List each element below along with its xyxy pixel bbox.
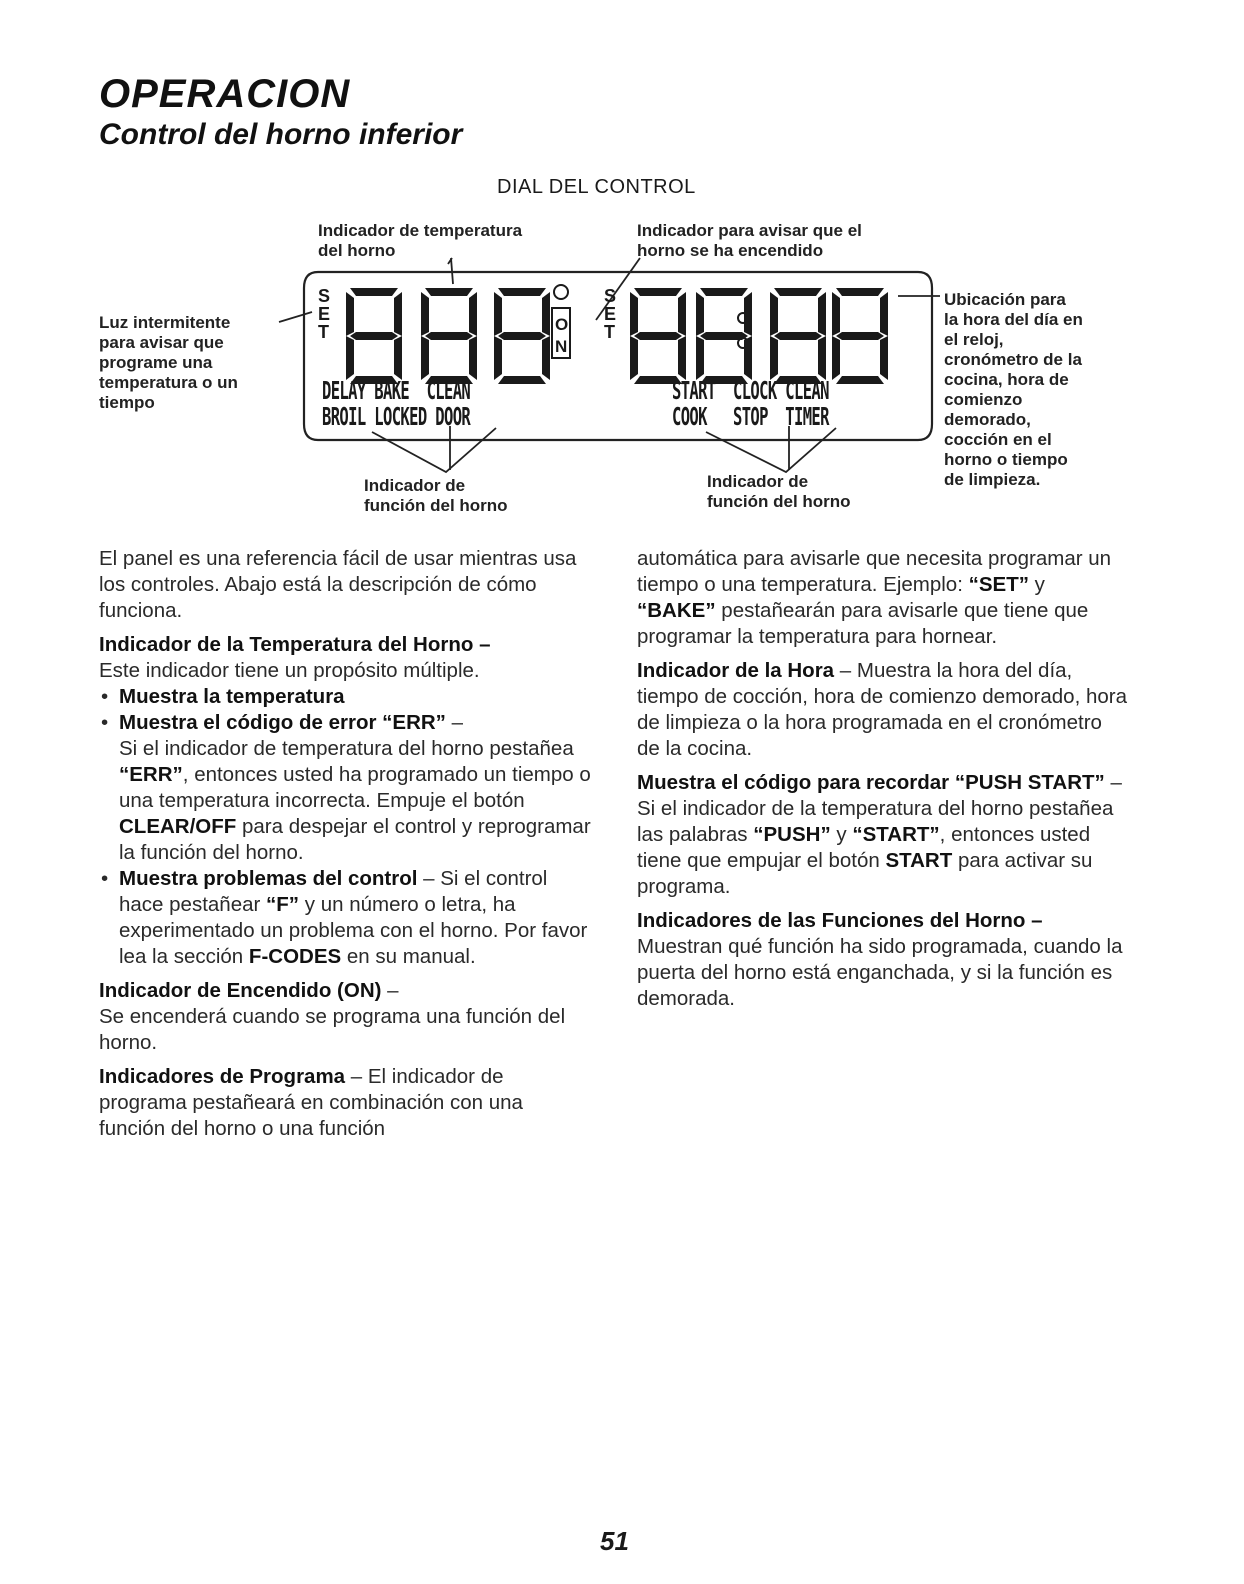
function-words-left-top — [322, 376, 470, 405]
diagram-title: DIAL DEL CONTROL — [497, 176, 696, 198]
set-letter: E — [318, 304, 331, 324]
temp-digit — [421, 288, 477, 384]
list-item: • Muestra la temperatura — [99, 684, 591, 710]
push-start-paragraph: Muestra el código para recordar “PUSH START” – Si el indicador de la temperatura del horno pestañea las palabras “PUSH” y “START”, entonces usted tiene que empujar el botón START para activar su programa. — [637, 771, 1122, 898]
functions-paragraph: Indicadores de las Funciones del Horno – Muestran qué función ha sido programada, cuando la puerta del horno está enganchada, y si la función es demorada. — [637, 909, 1123, 1010]
word-cook: COOK — [672, 402, 707, 431]
label-temp-indicator: Indicador de temperatura del horno — [318, 221, 523, 260]
set-indicator-left — [318, 286, 330, 342]
label-function-left: Indicador de función del horno — [364, 476, 508, 515]
word-broil: BROIL — [322, 402, 366, 431]
label-on-indicator: Indicador para avisar que el horno se ha encendido — [637, 221, 862, 260]
set-letter: T — [604, 322, 615, 342]
program-paragraph: Indicadores de Programa – El indicador de programa pestañeará en combinación con una función del horno o una función — [99, 1065, 523, 1140]
set-letter: S — [318, 286, 331, 306]
page-number: 51 — [600, 1526, 629, 1556]
on-letter: O — [555, 315, 569, 334]
set-indicator-right — [604, 286, 616, 342]
set-letter: S — [604, 286, 617, 306]
word-delay: DELAY — [322, 376, 366, 405]
left-column — [99, 546, 591, 1150]
function-words-left-bottom — [322, 402, 470, 431]
continued-paragraph: automática para avisarle que necesita programar un tiempo o una temperatura. Ejemplo: “SET” y “BAKE” pestañearán para avisarle que tiene que programar la temperatura para hornear. — [637, 547, 1112, 648]
on-indicator — [552, 308, 570, 358]
right-column — [637, 546, 1129, 1020]
page-subtitle: Control del horno inferior — [99, 118, 463, 151]
function-words-right-bottom — [672, 402, 829, 431]
word-door: DOOR — [435, 402, 471, 431]
temp-heading: Indicador de la Temperatura del Horno – — [99, 633, 491, 656]
set-letter: T — [318, 322, 329, 342]
control-display-diagram — [0, 0, 1244, 560]
list-item: • Muestra problemas del control – Si el control hace pestañear “F” y un número o letra, ha experimentado un problema con el horno. Por favor lea la sección F-CODES en su manual. — [99, 866, 591, 970]
word-timer: TIMER — [785, 402, 829, 431]
word-clean: CLEAN — [785, 376, 829, 405]
time-digit — [770, 288, 826, 384]
degree-indicator — [554, 285, 568, 299]
word-clock: CLOCK — [732, 376, 777, 405]
on-paragraph: Indicador de Encendido (ON) – Se encenderá cuando se programa una función del horno. — [99, 979, 566, 1054]
label-function-right: Indicador de función del horno — [707, 472, 851, 511]
page-title: OPERACION — [99, 72, 351, 116]
set-letter: E — [604, 304, 617, 324]
intro-paragraph: El panel es una referencia fácil de usar mientras usa los controles. Abajo está la descripción de cómo funciona. — [99, 547, 577, 622]
time-digit — [630, 288, 686, 384]
label-time-location: Ubicación para la hora del día en el reloj, cronómetro de la cocina, hora de comienzo demorado, cocción en el horno o tiempo de limpieza. — [944, 290, 1083, 489]
time-digit — [696, 288, 752, 384]
hora-paragraph: Indicador de la Hora – Muestra la hora del día, tiempo de cocción, hora de comienzo demorado, hora de limpieza o la hora programada en el cronómetro de la cocina. — [637, 659, 1128, 760]
list-item: • Muestra el código de error “ERR” – Si el indicador de temperatura del horno pestañea “ERR”, entonces usted ha programado un tiempo o una temperatura incorrecta. Empuje el botón CLEAR/OFF para despejar el control y reprogramar la función del horno. — [99, 710, 591, 866]
time-digit — [832, 288, 888, 384]
temp-body: Este indicador tiene un propósito múltiple. — [99, 659, 480, 682]
function-words-right-top — [672, 376, 829, 405]
word-start: START — [672, 376, 716, 405]
temp-digit — [494, 288, 550, 384]
word-bake: BAKE — [374, 376, 410, 405]
label-flash-light: Luz intermitente para avisar que programe una temperatura o un tiempo — [99, 313, 238, 412]
word-locked: LOCKED — [374, 402, 427, 431]
word-clean: CLEAN — [426, 376, 471, 405]
temp-digit — [346, 288, 402, 384]
word-stop: STOP — [732, 402, 768, 431]
on-letter: N — [555, 337, 568, 356]
